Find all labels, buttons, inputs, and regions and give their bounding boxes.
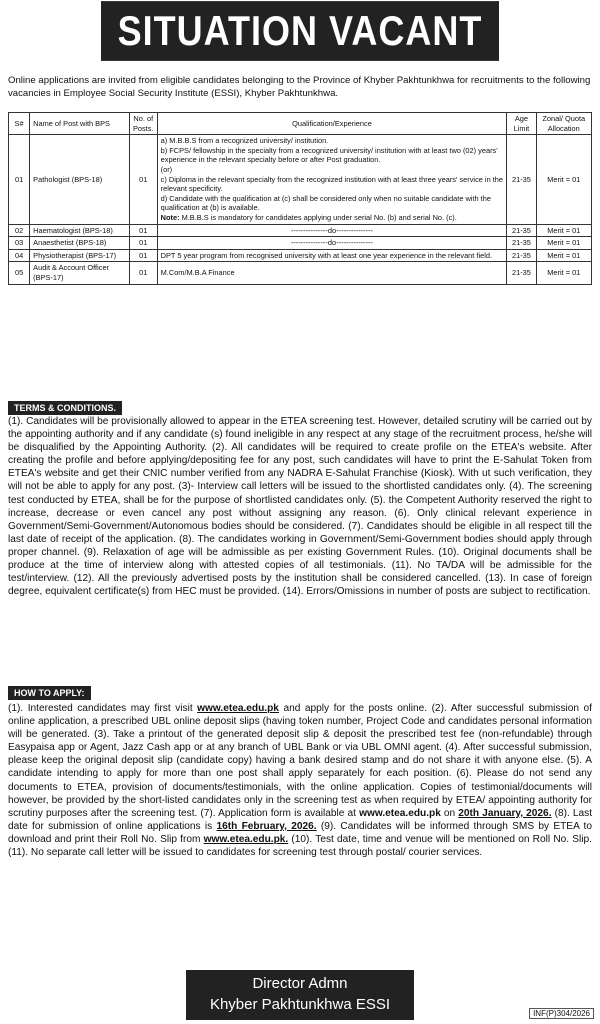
row-zone: Merit = 01 bbox=[536, 249, 591, 262]
header-no: No. of Posts. bbox=[129, 113, 157, 135]
qual-note bbox=[161, 213, 504, 223]
apply-text-part: (8). Last date for submission of online applications is bbox=[8, 807, 593, 832]
row-name: Anaesthetist (BPS-18) bbox=[30, 237, 130, 250]
signatory-title: Director Admn bbox=[252, 975, 348, 992]
qual-line: (or) bbox=[160, 164, 173, 174]
row-qual: DPT 5 year program from recognised university with at least one year experience in the relevant field. bbox=[157, 249, 507, 262]
qual-line: c) Diploma in the relevant specialty from the recognized institution with at least three years' service in the relevant specificity. bbox=[160, 174, 504, 194]
row-age: 21-35 bbox=[507, 249, 536, 262]
page-title: SITUATION VACANT bbox=[101, 1, 499, 61]
note-label: Note: bbox=[160, 212, 180, 222]
table-row bbox=[9, 135, 592, 224]
apply-text-part: on bbox=[440, 807, 459, 819]
apply-text-part: (9). Candidates will be informed through SMS by ETEA to download and print their Roll No. Slip from bbox=[8, 820, 592, 845]
etea-link[interactable]: www.etea.edu.pk bbox=[197, 703, 279, 714]
row-qual bbox=[157, 224, 507, 237]
row-no: 01 bbox=[129, 237, 157, 250]
etea-link[interactable]: www.etea.edu.pk bbox=[359, 807, 441, 819]
start-date: 20th January, 2026. bbox=[458, 807, 552, 819]
row-sn: 03 bbox=[9, 237, 30, 250]
row-age: 21-35 bbox=[507, 224, 536, 237]
reference-number: INF(P)304/2026 bbox=[529, 1008, 594, 1019]
row-zone: Merit = 01 bbox=[536, 237, 591, 250]
header-qual: Qualification/Experience bbox=[157, 113, 507, 135]
qual-line: d) Candidate with the qualification at (c) shall be considered only when no suitable candidate with the qualification at (b) is available. bbox=[160, 193, 491, 213]
qual-line: b) FCPS/ fellowship in the specialty from a recognized university/ institution with at least two (02) years' experience in the relevant specialty before or after Post graduation. bbox=[160, 145, 498, 165]
row-sn: 01 bbox=[9, 135, 30, 224]
row-name: Pathologist (BPS-18) bbox=[30, 135, 130, 224]
row-name: Haematologist (BPS-18) bbox=[30, 224, 130, 237]
row-name: Physiotherapist (BPS-17) bbox=[30, 249, 130, 262]
qual-line: a) M.B.B.S from a recognized university/ institution. bbox=[160, 136, 329, 146]
ditto-text: ---------------do--------------- bbox=[290, 225, 373, 235]
apply-text-part: (10). Test date, time and venue will be mentioned on Roll No. Slip. (11). No separate call letter will be issued to candidates for screening test through postal/ courier services. bbox=[8, 833, 592, 859]
signatory-org: Khyber Pakhtunkhwa ESSI bbox=[209, 996, 391, 1013]
header-zone: Zonal/ Quota Allocation bbox=[536, 113, 591, 135]
row-no: 01 bbox=[129, 262, 157, 284]
vacancy-table bbox=[8, 112, 592, 285]
note-text: M.B.B.S is mandatory for candidates applying under serial No. (b) and serial No. (c). bbox=[181, 212, 457, 222]
row-zone: Merit = 01 bbox=[536, 224, 591, 237]
intro-text: Online applications are invited from eligible candidates belonging to the Province of Khyber Pakhtunkhwa for recruitments to the following vacancies in Employee Social Security Institute (ESSI), Khyber Pakhtunkhwa. bbox=[8, 75, 591, 99]
row-sn: 05 bbox=[9, 262, 30, 284]
apply-text bbox=[8, 702, 592, 859]
terms-heading: TERMS & CONDITIONS. bbox=[8, 401, 122, 415]
row-qual: M.Com/M.B.A Finance bbox=[157, 262, 507, 284]
table-row bbox=[9, 224, 592, 237]
row-name: Audit & Account Officer (BPS-17) bbox=[30, 262, 130, 284]
last-date: 16th February, 2026. bbox=[216, 820, 317, 832]
row-zone: Merit = 01 bbox=[536, 135, 591, 224]
row-sn: 02 bbox=[9, 224, 30, 237]
header-age: Age Limit bbox=[507, 113, 536, 135]
ditto-text: ---------------do--------------- bbox=[290, 238, 373, 248]
row-no: 01 bbox=[129, 135, 157, 224]
row-age: 21-35 bbox=[507, 135, 536, 224]
terms-text: (1). Candidates will be provisionally allowed to appear in the ETEA screening test. However, detailed scrutiny will be carried out by the appointing authority and if any candidate (s) found ineligible in any respect at any stage of the recruitment process, he/she will be disqualified by the Appointing Authority. (2). All candidates will be required to create profile on the ETEA's website. After creating the profile and before applying/depositing fee for any post, such candidates will have to print the E-Sahulat Token from ETEA's website and get their CNIC number verified from any NADRA E-Sahulat Franchise (Kiosk). With ut such verification, they will not be able to apply for any post. (3)- Interview call letters will be issued to the shortlisted candidates only. (4). The screening test conducted by ETEA, shall be for the purpose of shortlisted candidates only. (5). the Competent Authority reserved the right to increase, decrease or even cancel any post without assigning any reason. (6). Only clinical relevant experience in Government/Semi-Government/Autonomous bodies should be considered. (7). Candidates should be eligible in all respect till the last date of receipt of the application. (8). The candidates working in Government/Semi-Government bodies should apply through proper channel. (9). Relaxation of age will be admissible as per existing Government Rules. (10). Original documents shall be produce at the time of interview along with attested copies of all testimonials. (11). No TA/DA will be admissible for the test/interview. (12). All the previously advertised posts by the institution shall be considered cancelled. (13). In case of foreign degree, equivalent certificate(s) from HEC must be provided. (14). Errors/Omissions in number of posts are subject to rectification. bbox=[8, 416, 592, 598]
table-row bbox=[9, 249, 592, 262]
row-no: 01 bbox=[129, 249, 157, 262]
row-no: 01 bbox=[129, 224, 157, 237]
signature-block bbox=[186, 970, 414, 1020]
row-qual bbox=[157, 237, 507, 250]
etea-link[interactable]: www.etea.edu.pk. bbox=[203, 833, 289, 845]
table-row bbox=[9, 237, 592, 250]
table-row bbox=[9, 262, 592, 284]
row-zone: Merit = 01 bbox=[536, 262, 591, 284]
row-age: 21-35 bbox=[507, 237, 536, 250]
table-header-row bbox=[9, 113, 592, 135]
header-sn: S# bbox=[9, 113, 30, 135]
header-name: Name of Post with BPS bbox=[30, 113, 130, 135]
row-age: 21-35 bbox=[507, 262, 536, 284]
apply-text-part: (1). Interested candidates may first visit bbox=[8, 703, 198, 714]
row-qual bbox=[157, 135, 507, 224]
apply-heading: HOW TO APPLY: bbox=[8, 686, 91, 700]
apply-text-part: and apply for the posts online. (2). After successful submission of online application, a prescribed UBL online deposit slips (having token number, Project Code and candidates personal information will be generated. (3). Take a printout of the generated deposit slip & deposit the prescribed test fee (non-refundable) through Easypaisa app or Agent, Jazz Cash app or at any branch of UBL Bank or via UBL OMNI agent. (4). After successful submission, please keep the original deposit slip (candidate copy) having a bank desired stamp and do not share it with anyone else. (5). A candidate intending to apply for more than one post shall apply separately for each position. (6). Please do not send any documents to ETEA, provision of documents/testimonials, with the online application. Copies of testimonial/documents will however, be provided by the short-listed candidates only in the screening test as when required by ETEA/ appointing authority for scrutiny purposes after the screening test. (7). Application form is available at bbox=[8, 703, 592, 819]
row-sn: 04 bbox=[9, 249, 30, 262]
